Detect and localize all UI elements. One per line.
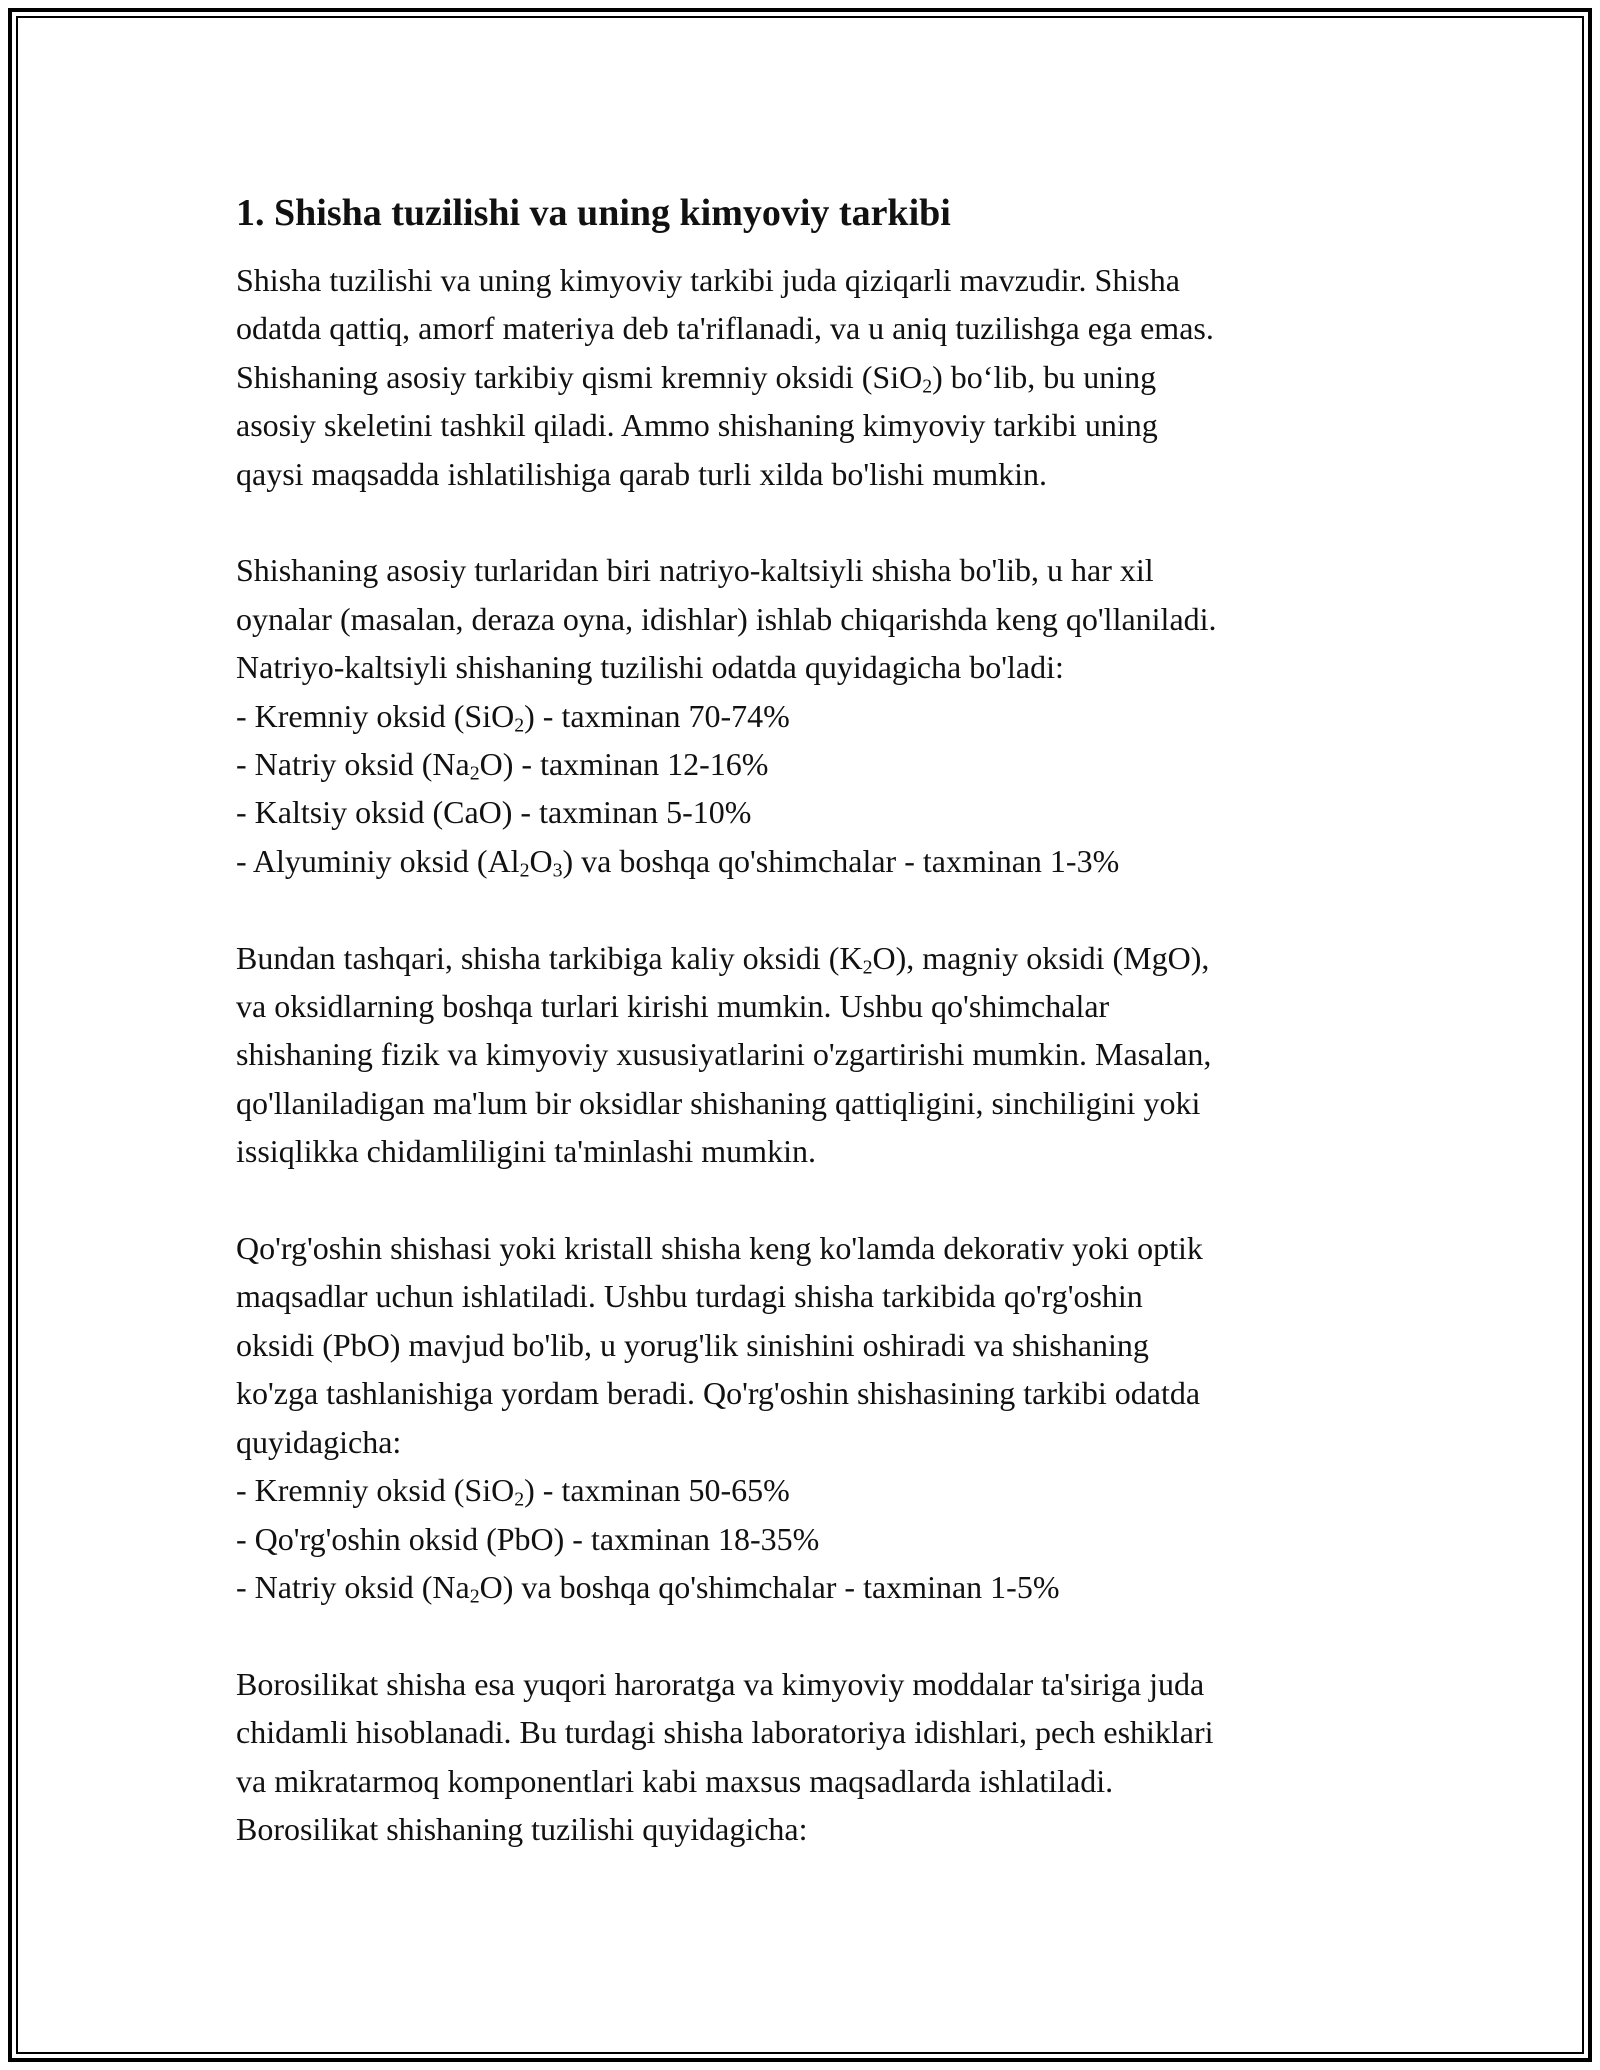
text-line: oynalar (masalan, deraza oyna, idishlar) ishlab chiqarishda keng qo'llaniladi. xyxy=(236,600,1217,637)
text-line: Shisha tuzilishi va uning kimyoviy tarkibi juda qiziqarli mavzudir. Shisha xyxy=(236,262,1180,298)
list-item-sodium-oxide: - Natriy oksid $(Na_2O)$ va boshqa qo'shimchalar - taxminan 1-5% xyxy=(236,1568,1060,1608)
paragraph-soda-lime-glass xyxy=(236,546,1376,885)
text-line: Shishaning asosiy tarkibiy qismi kremniy oksidi (SiO$_2$) bo‘lib, bu uning xyxy=(236,358,1157,398)
text-line: Borosilikat shisha esa yuqori haroratga va kimyoviy moddalar ta'siriga juda xyxy=(236,1665,1205,1702)
text-line: Natriyo-kaltsiyli shishaning tuzilishi odatda quyidagicha bo'ladi: xyxy=(236,649,1064,686)
text-line: va oksidlarning boshqa turlari kirishi mumkin. Ushbu qo'shimchalar xyxy=(236,988,1110,1025)
paragraph-additives xyxy=(236,934,1376,1176)
text-line: shishaning fizik va kimyoviy xususiyatlarini o'zgartirishi mumkin. Masalan, xyxy=(236,1036,1212,1073)
section-title: 1. Shisha tuzilishi va uning kimyoviy tarkibi xyxy=(236,192,951,234)
text-line: issiqlikka chidamliligini ta'minlashi mumkin. xyxy=(236,1133,816,1170)
text-line: Bundan tashqari, shisha tarkibiga kaliy oksidi $(K_2O)$, magniy oksidi (MgO), xyxy=(236,939,1210,979)
document-body xyxy=(236,186,1376,1853)
text-line: odatda qattiq, amorf materiya deb ta'riflanadi, va u aniq tuzilishga ega emas. xyxy=(236,310,1214,347)
text-line: quyidagicha: xyxy=(236,1423,402,1460)
paragraph-lead-glass xyxy=(236,1224,1376,1611)
paragraph-intro xyxy=(236,256,1376,498)
text-line: oksidi (PbO) mavjud bo'lib, u yorug'lik sinishini oshiradi va shishaning xyxy=(236,1326,1149,1363)
list-item-lead-oxide: - Qo'rg'oshin oksid (PbO) - taxminan 18-35% xyxy=(236,1520,820,1557)
list-item-silicon-oxide: - Kremniy oksid (SiO$_2$) - taxminan 50-65% xyxy=(236,1472,790,1511)
list-item-aluminium-oxide: - Alyuminiy oksid $(Al_2O_3)$ va boshqa qo'shimchalar - taxminan 1-3% xyxy=(236,842,1120,882)
paragraph-borosilicate-glass xyxy=(236,1660,1376,1854)
text-line: maqsadlar uchun ishlatiladi. Ushbu turdagi shisha tarkibida qo'rg'oshin xyxy=(236,1278,1143,1315)
text-line: asosiy skeletini tashkil qiladi. Ammo shishaning kimyoviy tarkibi uning xyxy=(236,407,1158,444)
text-line: va mikratarmoq komponentlari kabi maxsus maqsadlarda ishlatiladi. xyxy=(236,1762,1114,1799)
text-line: chidamli hisoblanadi. Bu turdagi shisha laboratoriya idishlari, pech eshiklari xyxy=(236,1714,1214,1751)
list-item-silicon-oxide: - Kremniy oksid (SiO$_2$) - taxminan 70-74% xyxy=(236,697,790,736)
text-line: Shishaning asosiy turlaridan biri natriyo-kaltsiyli shisha bo'lib, u har xil xyxy=(236,552,1154,589)
text-line: qaysi maqsadda ishlatilishiga qarab turli xilda bo'lishi mumkin. xyxy=(236,455,1047,492)
text-line: ko'zga tashlanishiga yordam beradi. Qo'rg'oshin shishasining tarkibi odatda xyxy=(236,1375,1201,1412)
text-line: Borosilikat shishaning tuzilishi quyidagicha: xyxy=(236,1810,808,1847)
text-line: Qo'rg'oshin shishasi yoki kristall shisha keng ko'lamda dekorativ yoki optik xyxy=(236,1230,1203,1267)
list-item-calcium-oxide: - Kaltsiy oksid (CaO) - taxminan 5-10% xyxy=(236,794,752,831)
list-item-sodium-oxide: - Natriy oksid $(Na_2O)$ - taxminan 12-16% xyxy=(236,746,769,785)
text-line: qo'llaniladigan ma'lum bir oksidlar shishaning qattiqligini, sinchiligini yoki xyxy=(236,1084,1201,1121)
